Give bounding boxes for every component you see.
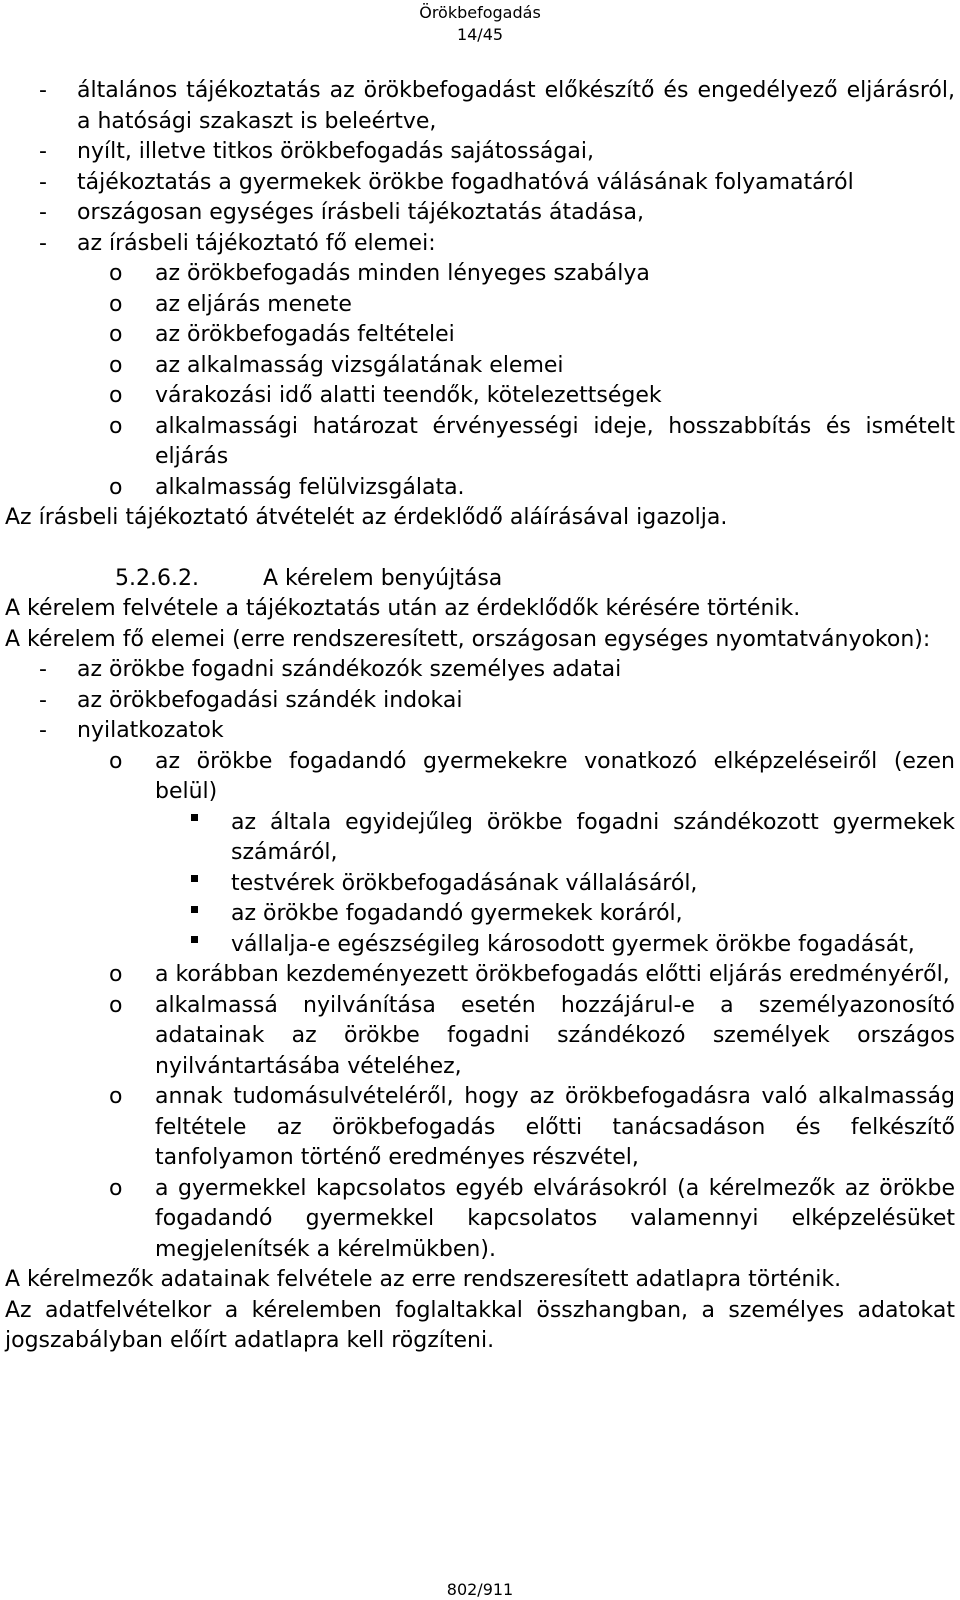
circle-bullet: o — [109, 322, 123, 347]
sub-list-item: o várakozási idő alatti teendők, kötelezettségek — [5, 381, 955, 412]
section-number: 5.2.6.2. — [115, 565, 199, 591]
page-header — [0, 2, 960, 46]
sub-list-item: o az örökbefogadás minden lényeges szabálya — [5, 259, 955, 290]
dash-bullet: - — [39, 718, 47, 743]
sub-list-item: o az örökbe fogadandó gyermekekre vonatkozó elképzeléseiről (ezen belül) — [5, 747, 955, 808]
circle-bullet: o — [109, 992, 123, 1018]
sub-sub-list-item: az örökbe fogadandó gyermekek koráról, — [5, 899, 955, 930]
document-body — [5, 76, 955, 1357]
dash-bullet: - — [39, 169, 47, 195]
circle-bullet: o — [109, 413, 123, 439]
list-item: - tájékoztatás a gyermekek örökbe fogadhatóvá válásának folyamatáról — [5, 168, 955, 199]
circle-bullet: o — [109, 383, 123, 408]
circle-bullet: o — [109, 748, 123, 774]
circle-bullet: o — [109, 1084, 123, 1109]
paragraph: A kérelem fő elemei (erre rendszeresített, országosan egységes nyomtatványokon): — [5, 626, 931, 652]
sub-list-item: o alkalmassági határozat érvényességi ideje, hosszabbítás és ismételt eljárás — [5, 412, 955, 473]
sub-list-item: o annak tudomásulvételéről, hogy az örökbefogadásra való alkalmasság feltétele az örökbefogadás előtti tanácsadáson és felkészítő tanfolyamon történő eredményes részvétel, — [5, 1082, 955, 1174]
paragraph: Az írásbeli tájékoztató átvételét az érdeklődő aláírásával igazolja. — [5, 505, 728, 530]
dash-bullet: - — [39, 200, 47, 225]
circle-bullet: o — [109, 1175, 123, 1201]
sub-sub-list-item: vállalja-e egészségileg károsodott gyermek örökbe fogadását, — [5, 930, 955, 961]
circle-bullet: o — [109, 291, 123, 317]
paragraph: Az adatfelvételkor a kérelemben foglaltakkal összhangban, a személyes adatokat jogszabályban előírt adatlapra kell rögzíteni. — [5, 1297, 955, 1353]
sub-list-item: o az örökbefogadás feltételei — [5, 320, 955, 351]
list-item: - az örökbe fogadni szándékozók személyes adatai — [5, 655, 955, 686]
dash-bullet: - — [39, 687, 47, 713]
list-item: - az írásbeli tájékoztató fő elemei: — [5, 229, 955, 260]
square-bullet-icon — [191, 875, 198, 882]
sub-list-item: o alkalmassá nyilvánítása esetén hozzájárul-e a személyazonosító adatainak az örökbe fogadni szándékozó személyek országos nyilvántartásába vételéhez, — [5, 991, 955, 1083]
list-item: - nyílt, illetve titkos örökbefogadás sajátosságai, — [5, 137, 955, 168]
sub-list-item: o alkalmasság felülvizsgálata. — [5, 473, 955, 504]
sub-list-item: o az alkalmasság vizsgálatának elemei — [5, 351, 955, 382]
section-heading — [5, 564, 955, 595]
square-bullet-icon — [191, 906, 198, 913]
list-item: - általános tájékoztatás az örökbefogadást előkészítő és engedélyező eljárásról, a hatósági szakaszt is beleértve, — [5, 76, 955, 137]
circle-bullet: o — [109, 962, 123, 987]
circle-bullet: o — [109, 474, 123, 500]
dash-bullet: - — [39, 657, 47, 682]
sub-list-item: o a korábban kezdeményezett örökbefogadás előtti eljárás eredményéről, — [5, 960, 955, 991]
sub-list-item: o az eljárás menete — [5, 290, 955, 321]
list-item: - az örökbefogadási szándék indokai — [5, 686, 955, 717]
sub-list-item: o a gyermekkel kapcsolatos egyéb elvárásokról (a kérelmezők az örökbe fogadandó gyermekkel kapcsolatos valamennyi elképzelésüket megjelenítsék a kérelmükben). — [5, 1174, 955, 1266]
page-number: 802/911 — [446, 1580, 514, 1599]
square-bullet-icon — [191, 936, 198, 943]
section-title: A kérelem benyújtása — [263, 565, 503, 591]
circle-bullet: o — [109, 352, 123, 378]
square-bullet-icon — [191, 814, 198, 821]
sub-sub-list-item: testvérek örökbefogadásának vállalásáról, — [5, 869, 955, 900]
sub-sub-list-item: az általa egyidejűleg örökbe fogadni szándékozott gyermekek számáról, — [5, 808, 955, 869]
document-title: Örökbefogadás — [419, 3, 541, 22]
paragraph: A kérelem felvétele a tájékoztatás után az érdeklődők kérésére történik. — [5, 596, 801, 621]
paragraph: A kérelmezők adatainak felvétele az erre rendszeresített adatlapra történik. — [5, 1267, 842, 1292]
page-indicator: 14/45 — [456, 25, 504, 44]
list-item: - országosan egységes írásbeli tájékoztatás átadása, — [5, 198, 955, 229]
list-item: - nyilatkozatok — [5, 716, 955, 747]
page-footer — [0, 1581, 960, 1599]
dash-bullet: - — [39, 139, 47, 164]
dash-bullet: - — [39, 78, 47, 103]
circle-bullet: o — [109, 261, 123, 286]
dash-bullet: - — [39, 230, 47, 256]
